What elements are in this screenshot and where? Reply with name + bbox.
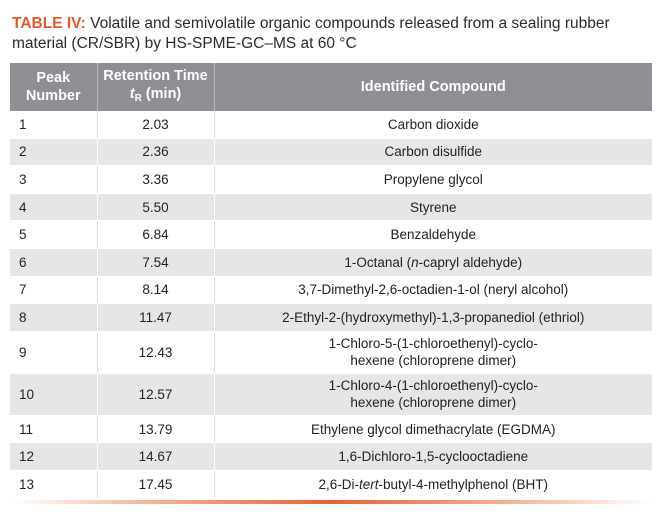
table-row bbox=[10, 166, 652, 194]
header-rt-line1: Retention Time bbox=[103, 67, 208, 84]
compound-cell: Styrene bbox=[214, 193, 652, 221]
table-row bbox=[10, 304, 652, 332]
table-row bbox=[10, 415, 652, 443]
compound-cell: 2-Ethyl-2-(hydroxymethyl)-1,3-propanediol (ethriol) bbox=[214, 304, 652, 332]
peak-number-cell: 9 bbox=[10, 331, 97, 373]
retention-time-cell: 2.36 bbox=[97, 138, 214, 166]
compound-cell bbox=[214, 331, 652, 373]
table-row bbox=[10, 470, 652, 498]
header-peak-line2: Number bbox=[25, 88, 81, 104]
header-retention-time bbox=[97, 63, 214, 111]
peak-number-cell: 2 bbox=[10, 138, 97, 166]
header-rt-t: t bbox=[129, 85, 135, 102]
compound-cell: Carbon dioxide bbox=[214, 111, 652, 138]
compound-text: 2,6-Di- bbox=[318, 476, 359, 492]
retention-time-cell: 7.54 bbox=[97, 248, 214, 276]
compound-cell: Carbon disulfide bbox=[214, 138, 652, 166]
compound-text: 1-Octanal ( bbox=[344, 254, 412, 270]
peak-number-cell: 10 bbox=[10, 373, 97, 415]
compound-cell: Ethylene glycol dimethacrylate (EGDMA) bbox=[214, 415, 652, 443]
header-rt-unit: (min) bbox=[141, 85, 182, 102]
compound-line2: hexene (chloroprene dimer) bbox=[350, 353, 517, 369]
table-row bbox=[10, 221, 652, 249]
header-peak-number bbox=[10, 63, 97, 111]
table-row bbox=[10, 248, 652, 276]
compound-cell bbox=[214, 248, 652, 276]
peak-number-cell: 12 bbox=[10, 443, 97, 471]
peak-number-cell: 11 bbox=[10, 415, 97, 443]
table-row bbox=[10, 373, 652, 415]
retention-time-cell: 17.45 bbox=[97, 470, 214, 498]
compound-italic: n bbox=[411, 254, 419, 270]
retention-time-cell: 3.36 bbox=[97, 166, 214, 194]
peak-number-cell: 3 bbox=[10, 166, 97, 194]
table-row bbox=[10, 138, 652, 166]
compound-italic: tert bbox=[358, 476, 379, 492]
peak-number-cell: 7 bbox=[10, 276, 97, 304]
table-header-row bbox=[10, 63, 652, 111]
peak-number-cell: 4 bbox=[10, 193, 97, 221]
retention-time-cell: 5.50 bbox=[97, 193, 214, 221]
retention-time-cell: 14.67 bbox=[97, 443, 214, 471]
caption-text: Volatile and semivolatile organic compounds released from a sealing rubber material (CR/SBR) by HS-SPME-GC–MS at 60 °C bbox=[12, 15, 610, 52]
retention-time-cell: 12.43 bbox=[97, 331, 214, 373]
compound-line1: 1-Chloro-5-(1-chloroethenyl)-cyclo- bbox=[328, 336, 538, 352]
retention-time-cell: 13.79 bbox=[97, 415, 214, 443]
peak-number-cell: 13 bbox=[10, 470, 97, 498]
compound-text: -capryl aldehyde) bbox=[418, 254, 523, 270]
peak-number-cell: 6 bbox=[10, 248, 97, 276]
compounds-table bbox=[10, 63, 652, 499]
compound-cell: 1,6-Dichloro-1,5-cyclooctadiene bbox=[214, 443, 652, 471]
compound-cell: Propylene glycol bbox=[214, 166, 652, 194]
table-row bbox=[10, 331, 652, 373]
compound-line2: hexene (chloroprene dimer) bbox=[350, 395, 517, 411]
retention-time-cell: 12.57 bbox=[97, 373, 214, 415]
compound-text: -butyl-4-methylphenol (BHT) bbox=[378, 476, 549, 492]
table-row bbox=[10, 276, 652, 304]
header-rt-sub: R bbox=[134, 92, 142, 104]
peak-number-cell: 1 bbox=[10, 111, 97, 138]
header-identified-compound: Identified Compound bbox=[214, 63, 652, 111]
table-row bbox=[10, 193, 652, 221]
retention-time-cell: 2.03 bbox=[97, 111, 214, 138]
table-row bbox=[10, 443, 652, 471]
table-label: TABLE IV: bbox=[12, 15, 86, 32]
compound-cell bbox=[214, 470, 652, 498]
compound-line1: 1-Chloro-4-(1-chloroethenyl)-cyclo- bbox=[328, 378, 538, 394]
compound-cell: 3,7-Dimethyl-2,6-octadien-1-ol (neryl alcohol) bbox=[214, 276, 652, 304]
retention-time-cell: 11.47 bbox=[97, 304, 214, 332]
retention-time-cell: 8.14 bbox=[97, 276, 214, 304]
header-peak-line1: Peak bbox=[36, 70, 71, 86]
peak-number-cell: 8 bbox=[10, 304, 97, 332]
table-row bbox=[10, 111, 652, 138]
table-bottom-accent-bar bbox=[10, 500, 652, 504]
peak-number-cell: 5 bbox=[10, 221, 97, 249]
table-caption bbox=[12, 14, 652, 54]
retention-time-cell: 6.84 bbox=[97, 221, 214, 249]
compound-cell: Benzaldehyde bbox=[214, 221, 652, 249]
compound-cell bbox=[214, 373, 652, 415]
compounds-table-container bbox=[10, 63, 652, 499]
